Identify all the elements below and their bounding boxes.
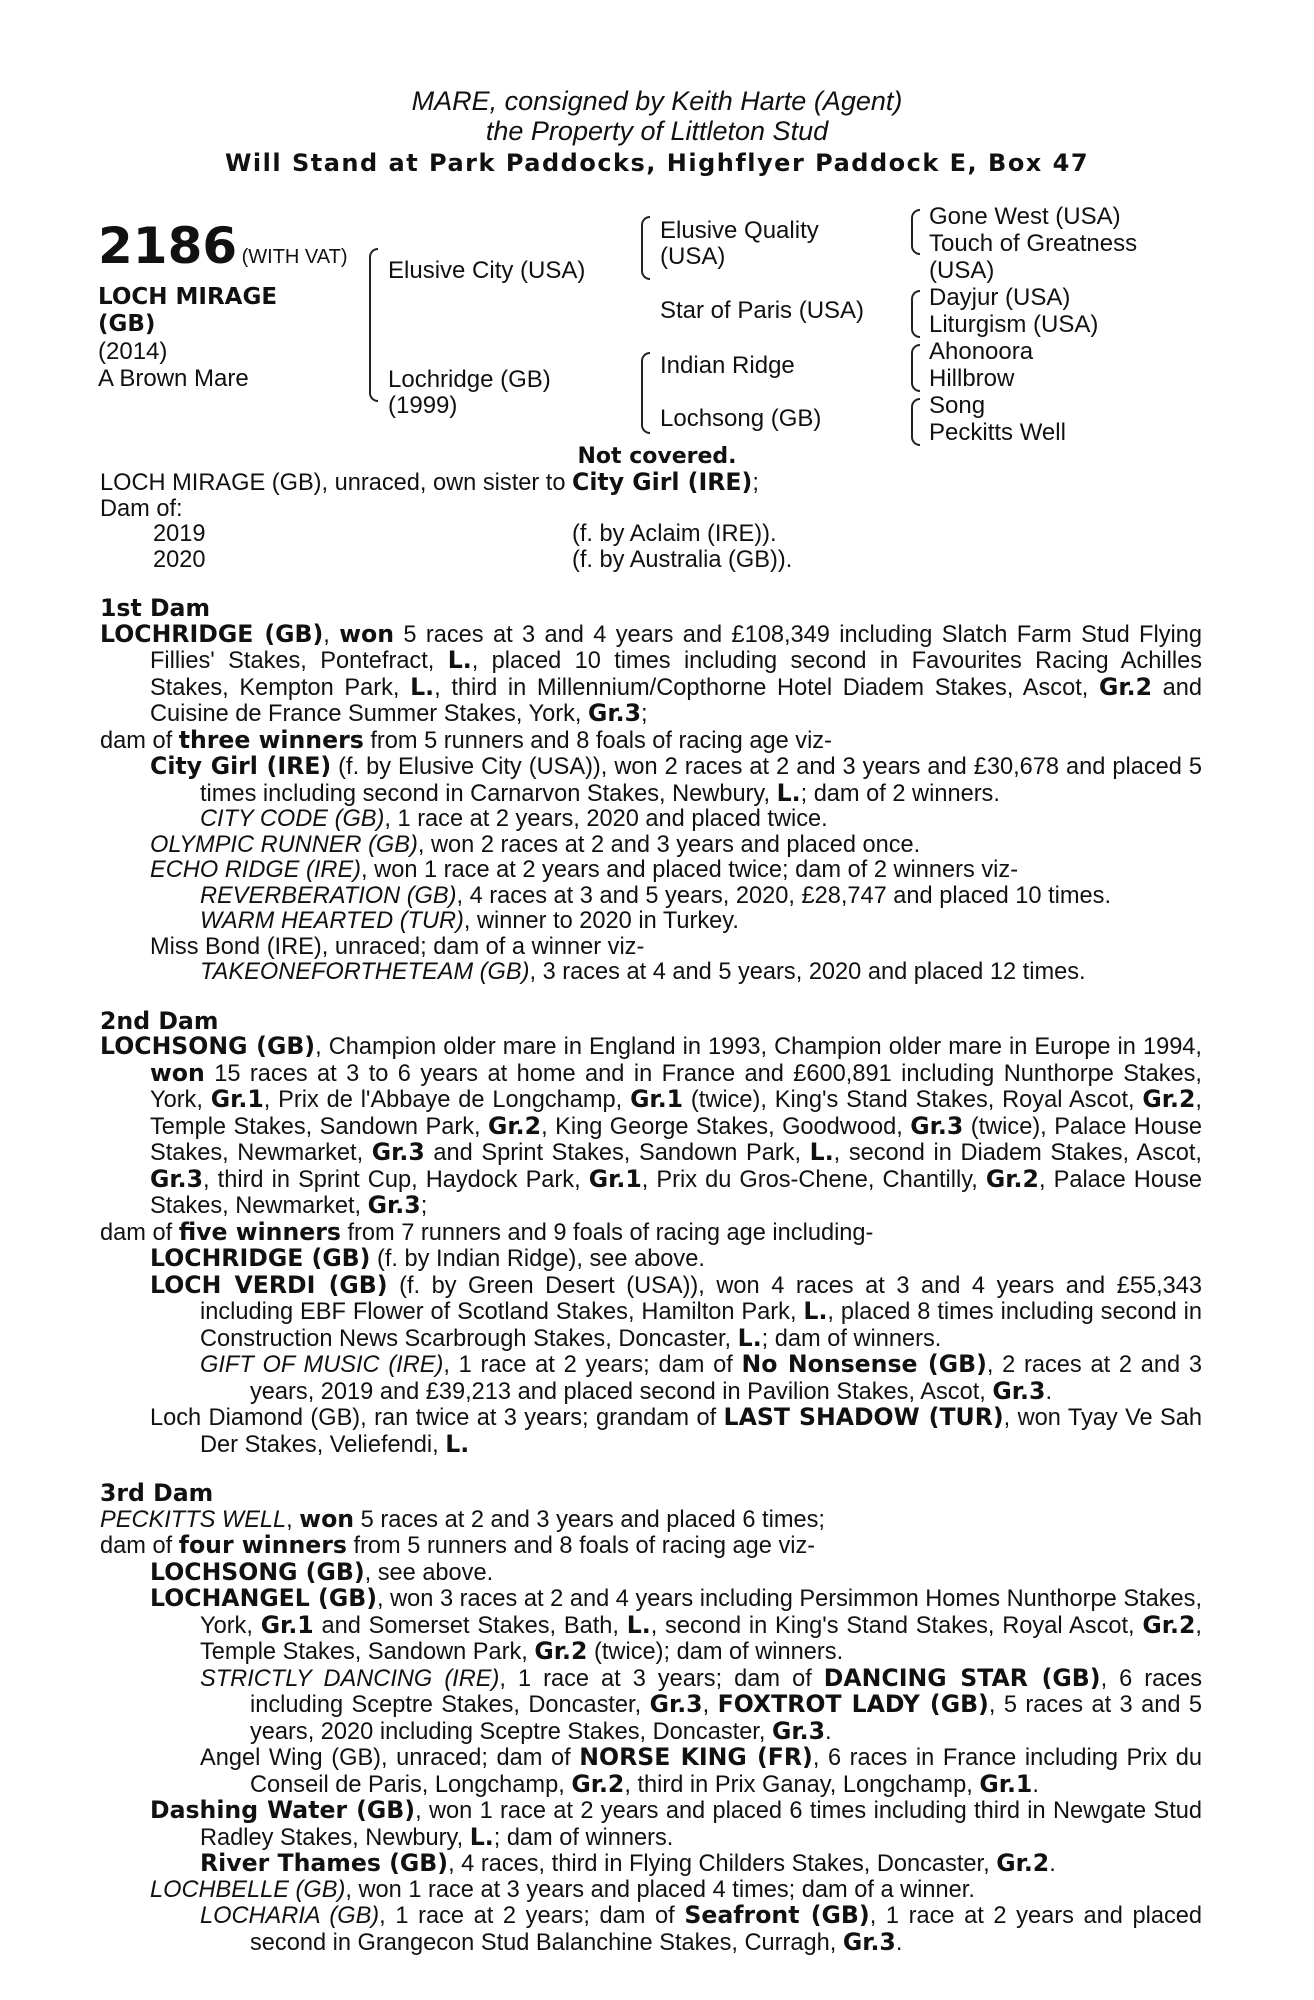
produce-row: 2019 (f. by Aclaim (IRE)). xyxy=(153,521,777,547)
pedigree-dam-year: (1999) xyxy=(388,392,458,419)
first-dam-record: LOCHRIDGE (GB), won 5 races at 3 and 4 years and £108,349 including Slatch Farm Stud Flying Fillies' Stakes, Pontefract, L., placed 10 times including second in Favourites Racing Achilles Stakes, Kempton Park, L., third in Millennium/Copthorne Hotel Diadem Stakes, Ascot, Gr.2 and Cuisine de France Summer Stakes, York, Gr.3; xyxy=(100,619,1203,727)
produce-row: 2020 (f. by Australia (GB)). xyxy=(153,546,793,573)
pedigree-dd-sire: Song xyxy=(929,392,986,419)
first-dam-produce-summary: dam of three winners from 5 runners and 8 foals of racing age viz- xyxy=(100,725,832,754)
second-dam-record: LOCHSONG (GB), Champion older mare in England in 1993, Champion older mare in Europe in 1994, won 15 races at 3 to 6 years at home and in France and £600,891 including Nunthorpe Stakes, York, Gr.1, Prix de l'Abbaye de Longchamp, Gr.1 (twice), King's Stand Stakes, Royal Ascot, Gr.2, Temple Stakes, Sandown Park, Gr.2, King George Stakes, Goodwood, Gr.3 (twice), Palace House Stakes, Newmarket, Gr.3 and Sprint Stakes, Sandown Park, L., second in Diadem Stakes, Ascot, Gr.3, third in Sprint Cup, Haydock Park, Gr.1, Prix du Gros-Chene, Chantilly, Gr.2, Palace House Stakes, Newmarket, Gr.3; xyxy=(100,1032,1203,1219)
produce-entry: LOCH VERDI (GB) (f. by Green Desert (USA)), won 4 races at 3 and 4 years and £55,343 including EBF Flower of Scotland Stakes, Hamilton Park, L., placed 8 times including second in Construction News Scarbrough Stakes, Doncaster, L.; dam of winners. xyxy=(150,1270,1202,1352)
pedigree-dam: Lochridge (GB) xyxy=(388,366,551,393)
pedigree-sire-sire-country: (USA) xyxy=(660,243,726,270)
property-line: the Property of Littleton Stud xyxy=(485,116,829,146)
pedigree-ss-dam: Touch of Greatness xyxy=(929,230,1138,257)
produce-entry: City Girl (IRE) (f. by Elusive City (USA)), won 2 races at 2 and 3 years and £30,678 and placed 5 times including second in Carnarvon Stakes, Newbury, L.; dam of 2 winners. xyxy=(150,752,1202,807)
third-dam-produce-summary: dam of four winners from 5 runners and 8 foals of racing age viz- xyxy=(100,1531,816,1559)
pedigree-brace-3b xyxy=(911,290,920,338)
produce-entry: Loch Diamond (GB), ran twice at 3 years; grandam of LAST SHADOW (TUR), won Tyay Ve Sah Der Stakes, Veliefendi, L. xyxy=(150,1403,1202,1458)
produce-entry: LOCHSONG (GB), see above. xyxy=(150,1557,494,1586)
pedigree-ds-dam: Hillbrow xyxy=(929,365,1015,392)
produce-entry: LOCHANGEL (GB), won 3 races at 2 and 4 years including Persimmon Homes Nunthorpe Stakes, York, Gr.1 and Somerset Stakes, Bath, L., second in King's Stand Stakes, Royal Ascot, Gr.2, Temple Stakes, Sandown Park, Gr.2 (twice); dam of winners. xyxy=(150,1584,1202,1665)
produce-entry: LOCHRIDGE (GB) (f. by Indian Ridge), see above. xyxy=(150,1244,705,1272)
produce-entry: CITY CODE (GB), 1 race at 2 years, 2020 and placed twice. xyxy=(200,806,828,832)
lot-number-block xyxy=(98,217,348,275)
third-dam-record: PECKITTS WELL, won 5 races at 2 and 3 years and placed 6 times; xyxy=(100,1504,825,1533)
not-covered-note: Not covered. xyxy=(577,444,737,469)
produce-entry: ECHO RIDGE (IRE), won 1 race at 2 years and placed twice; dam of 2 winners viz- xyxy=(150,857,1019,883)
produce-entry: River Thames (GB), 4 races, third in Flying Childers Stakes, Doncaster, Gr.2. xyxy=(200,1849,1056,1877)
section-heading-3rd-dam: 3rd Dam xyxy=(100,1479,214,1507)
pedigree-dam-dam: Lochsong (GB) xyxy=(660,405,822,432)
produce-entry: GIFT OF MUSIC (IRE), 1 race at 2 years; dam of No Nonsense (GB), 2 races at 2 and 3 years, 2019 and £39,213 and placed second in Pavilion Stakes, Ascot, Gr.3. xyxy=(200,1350,1202,1405)
pedigree-brace-3d xyxy=(911,398,920,446)
pedigree-dam-sire: Indian Ridge xyxy=(660,352,795,379)
horse-description: A Brown Mare xyxy=(98,365,249,392)
produce-entry: OLYMPIC RUNNER (GB), won 2 races at 2 and 3 years and placed once. xyxy=(150,831,921,858)
pedigree-sd-sire: Dayjur (USA) xyxy=(929,284,1071,311)
pedigree-dd-dam: Peckitts Well xyxy=(929,419,1066,446)
pedigree-brace-2b xyxy=(641,352,650,434)
horse-year: (2014) xyxy=(98,338,168,365)
consignor-line: MARE, consigned by Keith Harte (Agent) xyxy=(411,86,903,116)
produce-entry: WARM HEARTED (TUR), winner to 2020 in Turkey. xyxy=(200,908,739,934)
pedigree-brace-3c xyxy=(911,344,920,392)
lot-number: 2186 xyxy=(98,217,238,275)
pedigree-brace-1 xyxy=(369,248,378,402)
produce-entry: Miss Bond (IRE), unraced; dam of a winner viz- xyxy=(150,933,645,960)
produce-entry: Dashing Water (GB), won 1 race at 2 years and placed 6 times including third in Newgate Stud Radley Stakes, Newbury, L.; dam of winners. xyxy=(150,1796,1202,1851)
dam-of-label: Dam of: xyxy=(100,495,183,522)
section-heading-2nd-dam: 2nd Dam xyxy=(100,1006,219,1035)
pedigree-sire: Elusive City (USA) xyxy=(388,257,586,284)
horse-country: (GB) xyxy=(98,311,156,337)
pedigree-brace-3a xyxy=(911,209,920,255)
pedigree-sire-dam: Star of Paris (USA) xyxy=(660,297,865,324)
pedigree-sire-sire: Elusive Quality xyxy=(660,217,819,244)
pedigree-ds-sire: Ahonoora xyxy=(929,338,1034,365)
produce-entry: REVERBERATION (GB), 4 races at 3 and 5 years, 2020, £28,747 and placed 10 times. xyxy=(200,882,1112,909)
produce-entry: LOCHBELLE (GB), won 1 race at 3 years and placed 4 times; dam of a winner. xyxy=(150,1876,975,1903)
intro-line: LOCH MIRAGE (GB), unraced, own sister to City Girl (IRE); xyxy=(100,468,759,496)
catalogue-body xyxy=(100,470,1202,1956)
vat-label: (WITH VAT) xyxy=(241,246,348,268)
second-dam-produce-summary: dam of five winners from 7 runners and 9 foals of racing age including- xyxy=(100,1217,874,1246)
pedigree-ss-sire: Gone West (USA) xyxy=(929,203,1121,230)
stand-location: Will Stand at Park Paddocks, Highflyer Paddock E, Box 47 xyxy=(224,149,1090,177)
produce-entry: LOCHARIA (GB), 1 race at 2 years; dam of Seafront (GB), 1 race at 2 years and placed second in Grangecon Stud Balanchine Stakes, Curragh, Gr.3. xyxy=(200,1901,1203,1956)
horse-name: LOCH MIRAGE xyxy=(98,284,278,310)
section-heading-1st-dam: 1st Dam xyxy=(100,594,211,622)
produce-entry: Angel Wing (GB), unraced; dam of NORSE KING (FR), 6 races in France including Prix du Conseil de Paris, Longchamp, Gr.2, third in Prix Ganay, Longchamp, Gr.1. xyxy=(200,1743,1202,1798)
pedigree-brace-2a xyxy=(641,216,650,280)
produce-entry: STRICTLY DANCING (IRE), 1 race at 3 years; dam of DANCING STAR (GB), 6 races including Sceptre Stakes, Doncaster, Gr.3, FOXTROT LADY (GB), 5 races at 3 and 5 years, 2020 including Sceptre Stakes, Doncaster, Gr.3. xyxy=(200,1663,1203,1745)
pedigree-sd-dam: Liturgism (USA) xyxy=(929,311,1099,338)
pedigree-ss-dam-country: (USA) xyxy=(929,257,995,284)
produce-entry: TAKEONEFORTHETEAM (GB), 3 races at 4 and 5 years, 2020 and placed 12 times. xyxy=(200,959,1086,985)
